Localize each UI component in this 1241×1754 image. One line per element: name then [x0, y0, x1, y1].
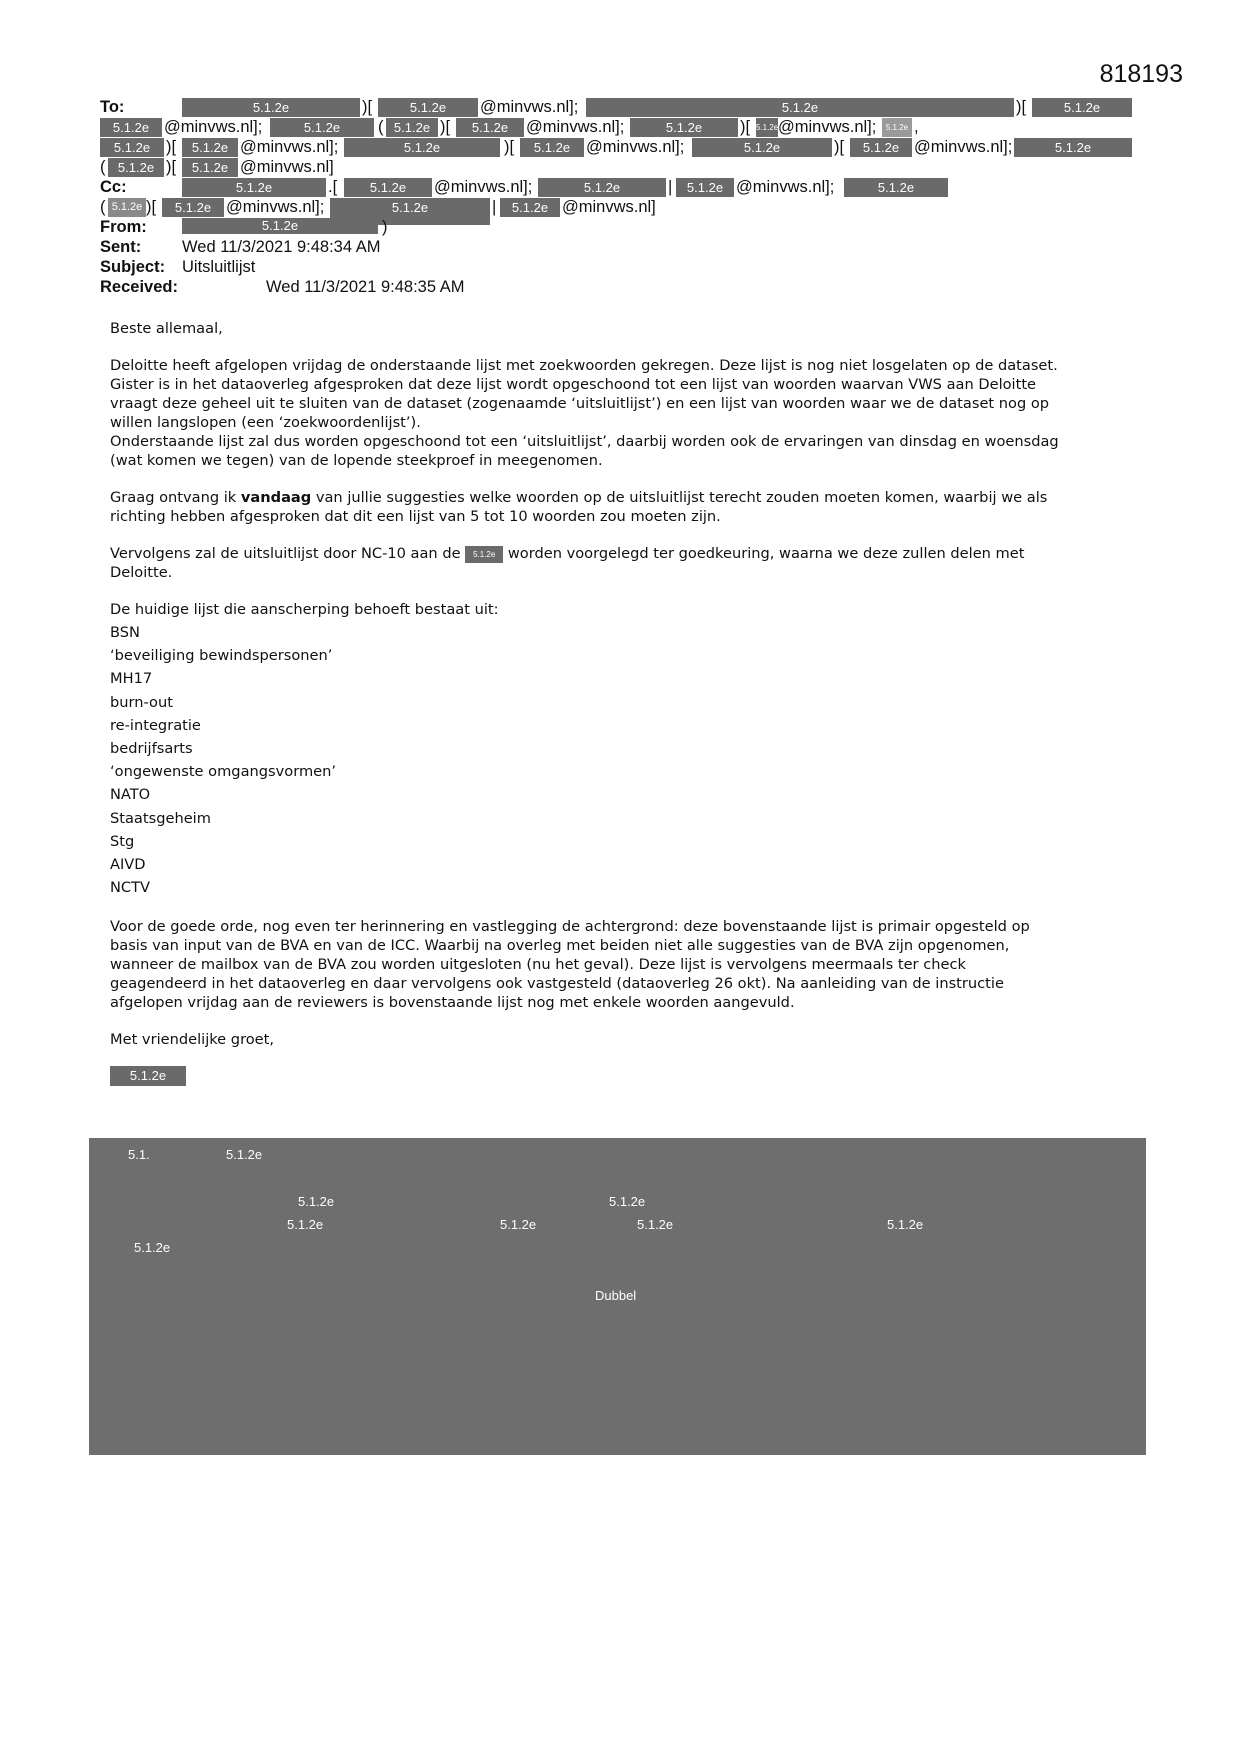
- recipient-domain: @minvws.nl];: [778, 118, 877, 136]
- list-item: burn-out: [110, 693, 173, 711]
- to-row: [100, 118, 1140, 138]
- footer-code: 5.1.2e: [637, 1217, 674, 1232]
- paragraph-line: vraagt deze geheel uit te sluiten van de dataset (zogenaamde ‘uitsluitlijst’) en een lijst van woorden waar we de dataset nog op: [110, 395, 1050, 412]
- separator: .[: [328, 178, 338, 196]
- separator: )[: [1016, 98, 1027, 116]
- paragraph-line: Deloitte.: [110, 564, 173, 581]
- list-item: NCTV: [110, 879, 151, 897]
- received-value: Wed 11/3/2021 9:48:35 AM: [266, 278, 465, 296]
- redaction: 5.1.2e: [456, 118, 524, 137]
- from-row: [100, 218, 1140, 238]
- cc-row: [100, 198, 1140, 218]
- list-item: Staatsgeheim: [110, 809, 211, 827]
- paragraph-intro: [110, 356, 1140, 470]
- paragraph-background: [110, 917, 1140, 1012]
- footer-code: 5.1.2e: [134, 1240, 171, 1255]
- footer-code: 5.1.2e: [298, 1194, 335, 1209]
- paragraph-line: Deloitte heeft afgelopen vrijdag de onderstaande lijst met zoekwoorden gekregen. Deze lijst is nog niet losgelaten op de dataset.: [110, 357, 1058, 374]
- redaction: 5.1.2e: [586, 98, 1014, 117]
- list-item: NATO: [110, 786, 151, 804]
- footer-code: 5.1.2e: [226, 1147, 263, 1162]
- redaction: 5.1.2e: [108, 198, 146, 217]
- paragraph-line: richting hebben afgesproken dat dit een lijst van 5 tot 10 woorden zou moeten zijn.: [110, 508, 721, 525]
- to-row: [100, 98, 1140, 118]
- recipient-domain: @minvws.nl];: [526, 118, 625, 136]
- redaction: 5.1.2e: [538, 178, 666, 197]
- recipient-domain: @minvws.nl];: [480, 98, 579, 116]
- redaction: 5.1.2e: [386, 118, 438, 137]
- comma: ,: [914, 118, 919, 136]
- redaction: 5.1.2e: [108, 158, 164, 177]
- recipient-domain: @minvws.nl];: [240, 138, 339, 156]
- footer-code: 5.1.2e: [287, 1217, 324, 1232]
- to-label: To:: [100, 98, 125, 116]
- paragraph-line: willen langslopen (een ‘zoekwoordenlijst’).: [110, 414, 421, 431]
- received-row: [100, 278, 1140, 298]
- close-paren: ): [382, 218, 388, 236]
- open-paren: (: [378, 118, 384, 136]
- request-text: van jullie suggesties welke woorden op de uitsluitlijst terecht zouden moeten komen, waarbij we als: [311, 489, 1048, 506]
- to-row: [100, 158, 1140, 178]
- redaction: 5.1.2e: [844, 178, 948, 197]
- redaction: 5.1.2e: [182, 218, 378, 234]
- subject-row: [100, 258, 1140, 278]
- list-item: Stg: [110, 832, 135, 850]
- cc-row: [100, 178, 1140, 198]
- recipient-domain: @minvws.nl];: [914, 138, 1013, 156]
- footer-code: 5.1.: [128, 1147, 150, 1162]
- redaction: 5.1.2e: [182, 138, 238, 157]
- redaction: 5.1.2e: [270, 118, 374, 137]
- approval-text: Vervolgens zal de uitsluitlijst door NC-10 aan de: [110, 545, 466, 562]
- list-item: re-integratie: [110, 716, 201, 734]
- redaction: 5.1.2e: [692, 138, 832, 157]
- redaction: 5.1.2e: [630, 118, 738, 137]
- sent-row: [100, 238, 1140, 258]
- sent-label: Sent:: [100, 238, 142, 256]
- recipient-domain: @minvws.nl]: [240, 158, 334, 176]
- paragraph-approval: [110, 544, 1140, 582]
- redaction: 5.1.2e: [1032, 98, 1132, 117]
- paragraph-line: [110, 488, 1140, 507]
- paragraph-line: afgelopen vrijdag aan de reviewers is bovenstaande lijst nog met enkele woorden aangevuld.: [110, 994, 795, 1012]
- footer-code: 5.1.2e: [609, 1194, 646, 1209]
- from-label: From:: [100, 218, 147, 236]
- redacted-footer-block: [89, 1138, 1146, 1455]
- recipient-domain: @minvws.nl];: [586, 138, 685, 156]
- separator: )[: [166, 138, 177, 156]
- request-text: Graag ontvang ik: [110, 489, 241, 506]
- list-item: AIVD: [110, 855, 146, 873]
- email-body: [110, 319, 1140, 1067]
- separator: )[: [504, 138, 515, 156]
- redaction: 5.1.2e: [162, 198, 224, 217]
- pipe: |: [492, 198, 497, 216]
- duplicate-label: Dubbel: [595, 1288, 637, 1303]
- separator: )[: [834, 138, 845, 156]
- list-item: bedrijfsarts: [110, 739, 193, 757]
- recipient-domain: @minvws.nl];: [434, 178, 533, 196]
- paragraph-line: (wat komen we tegen) van de lopende steekproef in meegenomen.: [110, 452, 603, 469]
- subject-label: Subject:: [100, 258, 166, 276]
- redaction: 5.1.2e: [378, 98, 478, 117]
- separator: )[: [740, 118, 751, 136]
- paragraph-line: [110, 544, 1140, 563]
- redaction: 5.1.2e: [182, 178, 326, 197]
- separator: )[: [146, 198, 157, 216]
- document-number: 818193: [1099, 60, 1183, 88]
- redaction: 5.1.2e: [465, 546, 503, 563]
- paragraph-line: Voor de goede orde, nog even ter herinnering en vastlegging de achtergrond: deze bovenstaande lijst is primair opgesteld op: [110, 918, 1030, 936]
- redaction: 5.1.2e: [182, 158, 238, 177]
- open-paren: (: [100, 158, 106, 176]
- list-item: BSN: [110, 624, 140, 641]
- paragraph-line: wanneer de mailbox van de BVA zou worden uitgesloten (nu het geval). Deze lijst is vervolgens meermaals ter check: [110, 956, 966, 974]
- paragraph-line: basis van input van de BVA en van de ICC. Waarbij na overleg met beiden niet alle suggesties van de BVA zijn opgenomen,: [110, 937, 1010, 955]
- list-intro: De huidige lijst die aanscherping behoeft bestaat uit:: [110, 601, 499, 618]
- recipient-domain: @minvws.nl];: [164, 118, 263, 136]
- paragraph-line: Onderstaande lijst zal dus worden opgeschoond tot een ‘uitsluitlijst’, daarbij worden ook de ervaringen van dinsdag en woensdag: [110, 433, 1059, 450]
- pipe: |: [668, 178, 673, 196]
- redaction: 5.1.2e: [500, 198, 560, 217]
- recipient-domain: @minvws.nl]: [562, 198, 656, 216]
- approval-text: worden voorgelegd ter goedkeuring, waarna we deze zullen delen met: [503, 545, 1025, 562]
- redaction: 5.1.2e: [520, 138, 584, 157]
- redaction: 5.1.2e: [1014, 138, 1132, 157]
- paragraph-line: geagendeerd in het dataoverleg en daar vervolgens ook vastgesteld (dataoverleg 26 okt). Na aanleiding van de instructie: [110, 975, 1004, 993]
- keyword-list: [110, 621, 1140, 899]
- redaction: 5.1.2e: [344, 178, 432, 197]
- separator: )[: [166, 158, 177, 176]
- list-item: ‘beveiliging bewindspersonen’: [110, 647, 333, 665]
- separator: )[: [440, 118, 451, 136]
- greeting: Beste allemaal,: [110, 320, 223, 337]
- received-label: Received:: [100, 278, 178, 296]
- redaction: 5.1.2e: [882, 118, 912, 137]
- sent-value: Wed 11/3/2021 9:48:34 AM: [182, 238, 381, 256]
- redaction: 5.1.2e: [100, 138, 164, 157]
- closing: Met vriendelijke groet,: [110, 1031, 275, 1049]
- paragraph-line: Gister is in het dataoverleg afgesproken dat deze lijst wordt opgeschoond tot een lijst van woorden waarvan VWS aan Deloitte: [110, 376, 1037, 393]
- footer-code: 5.1.2e: [500, 1217, 537, 1232]
- recipient-domain: @minvws.nl];: [736, 178, 835, 196]
- redaction: 5.1.2e: [330, 198, 490, 225]
- redaction: 5.1.2e: [756, 118, 778, 137]
- redaction: 5.1.2e: [100, 118, 162, 137]
- paragraph-request: [110, 488, 1140, 526]
- subject-value: Uitsluitlijst: [182, 258, 256, 276]
- cc-label: Cc:: [100, 178, 127, 196]
- redaction: 5.1.2e: [344, 138, 500, 157]
- recipient-domain: @minvws.nl];: [226, 198, 325, 216]
- signature-redaction: 5.1.2e: [110, 1066, 186, 1086]
- list-item: MH17: [110, 670, 153, 688]
- open-paren: (: [100, 198, 106, 216]
- redaction: 5.1.2e: [182, 98, 360, 117]
- redaction: 5.1.2e: [850, 138, 912, 157]
- redaction: 5.1.2e: [676, 178, 734, 197]
- list-item: ‘ongewenste omgangsvormen’: [110, 763, 337, 781]
- request-emphasis: vandaag: [240, 489, 312, 506]
- footer-code: 5.1.2e: [887, 1217, 924, 1232]
- to-row: [100, 138, 1140, 158]
- separator: )[: [362, 98, 373, 116]
